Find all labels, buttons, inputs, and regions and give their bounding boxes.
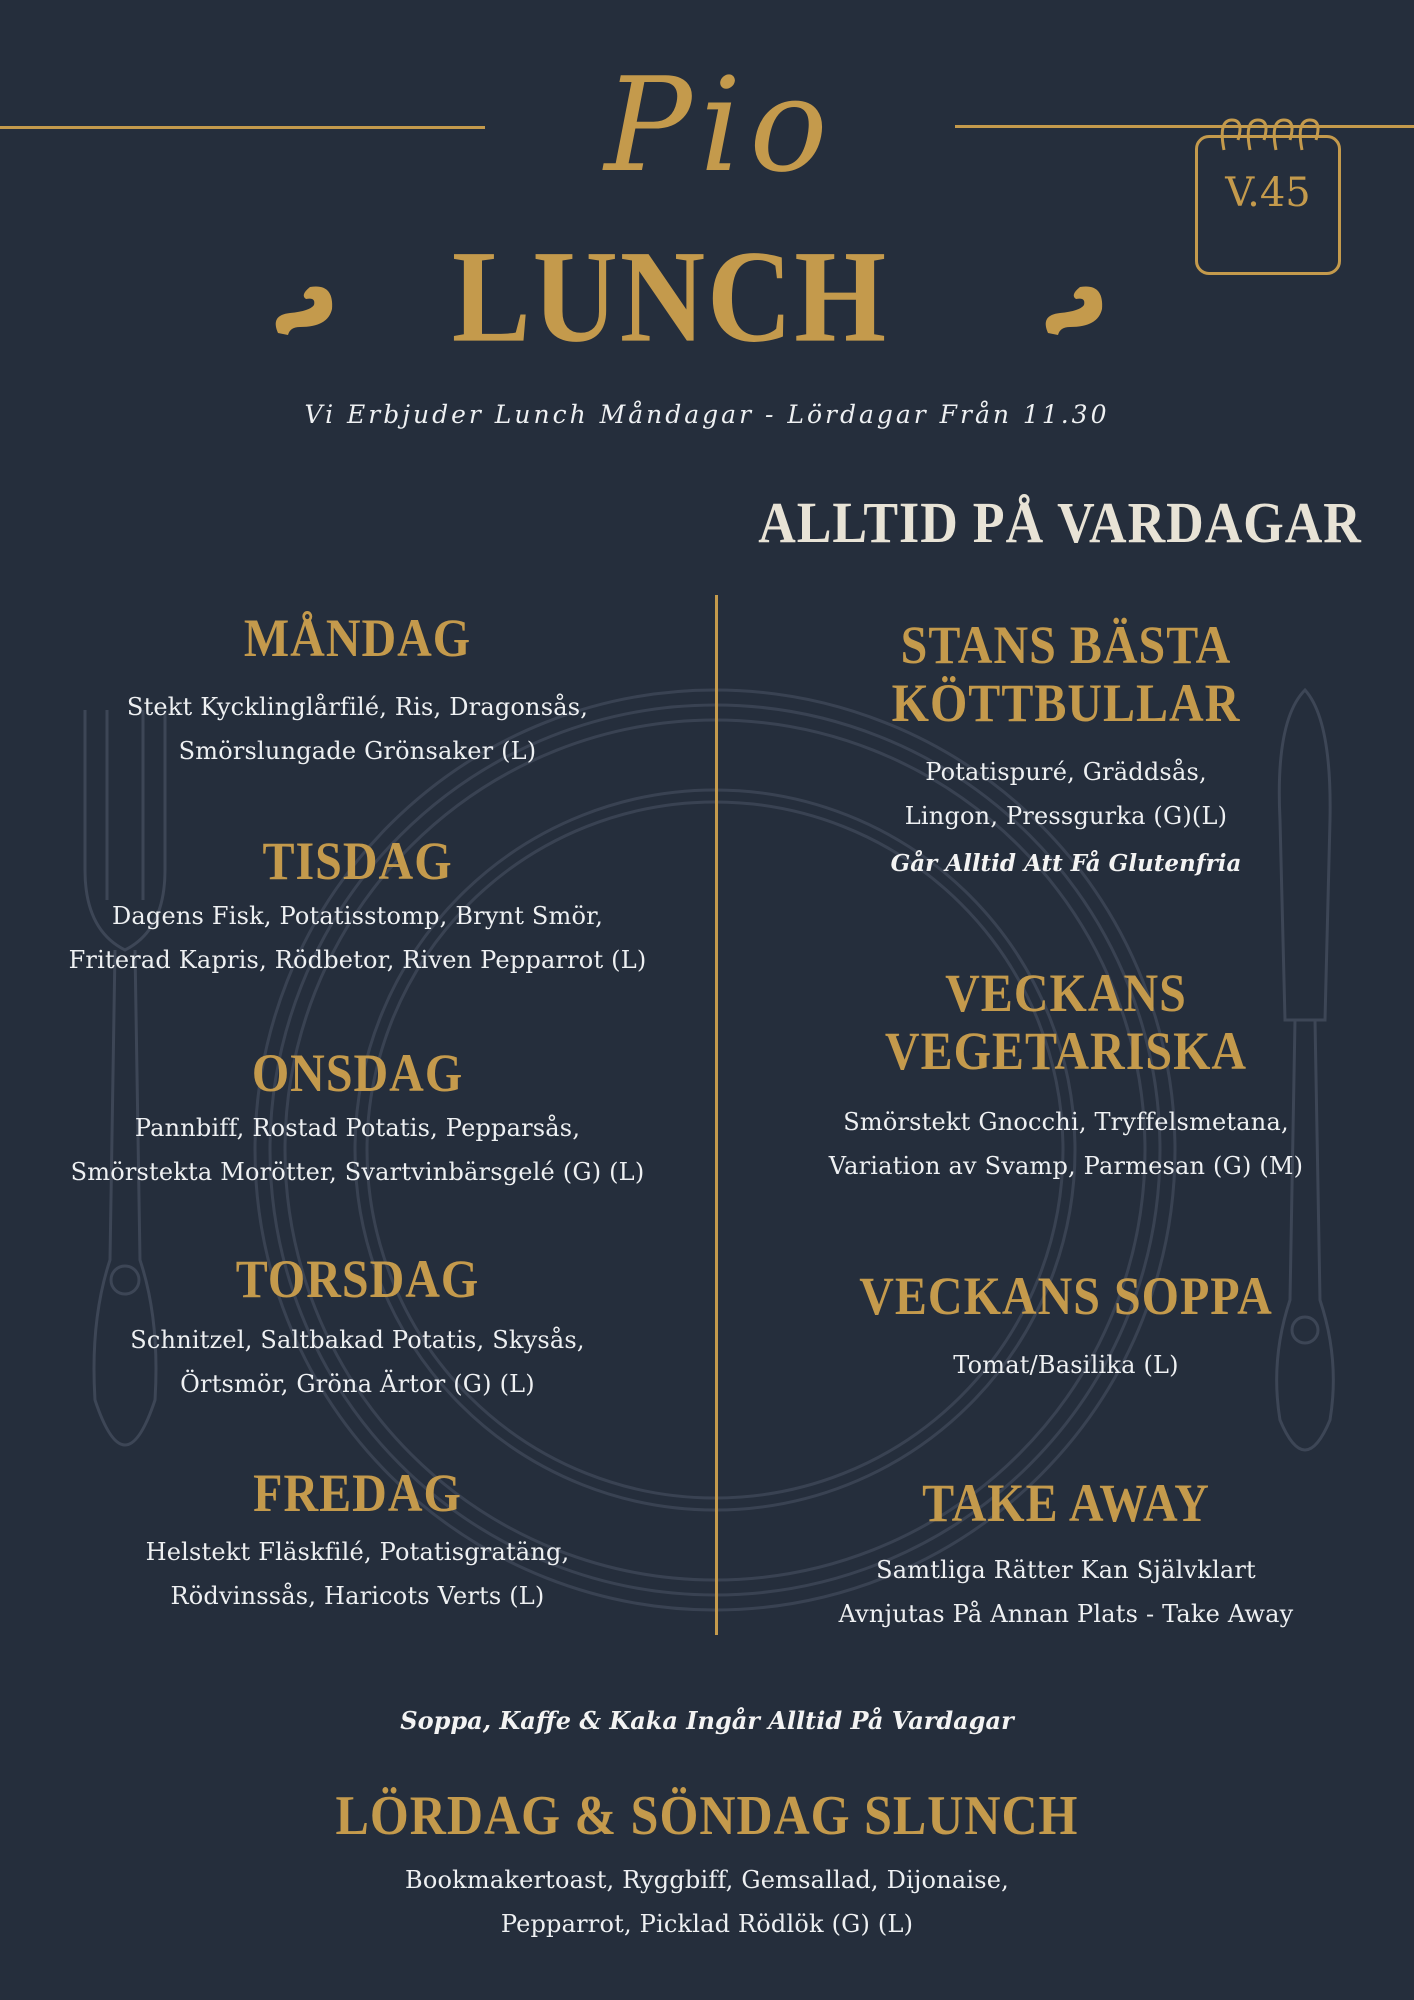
calendar-rings-icon	[1214, 110, 1324, 158]
header-rule-left	[0, 126, 485, 129]
week-calendar-badge	[1195, 135, 1341, 275]
item-take-away: TAKE AWAY Samtliga Rätter Kan Självklart Avnjutas På Annan Plats - Take Away	[838, 1473, 1294, 1628]
item-soup: VECKANS SOPPA Tomat/Basilika (L)	[859, 1266, 1273, 1379]
header-rule-right	[955, 125, 1414, 128]
day-thursday: TORSDAG Schnitzel, Saltbakad Potatis, Skysås, Örtsmör, Gröna Ärtor (G) (L)	[130, 1249, 585, 1398]
gluten-free-note: Går Alltid Att Få Glutenfria	[890, 850, 1242, 877]
item-vegetarian: VECKANS VEGETARISKA Smörstekt Gnocchi, Tryffelsmetana, Variation av Svamp, Parmesan (G) (M)	[828, 963, 1304, 1180]
weekend-section: LÖRDAG & SÖNDAG SLUNCH Bookmakertoast, Ryggbiff, Gemsallad, Dijonaise, Pepparrot, Picklad Rödlök (G) (L)	[335, 1783, 1079, 1938]
always-weekdays-heading: ALLTID PÅ VARDAGAR	[758, 491, 1362, 556]
opening-hours-subtitle: Vi Erbjuder Lunch Måndagar - Lördagar Från 11.30	[304, 400, 1110, 429]
lunch-title: LUNCH	[451, 223, 889, 370]
flourish-right-icon	[1040, 275, 1110, 345]
flourish-left-icon	[270, 275, 340, 345]
logo-text: Pio	[604, 49, 836, 201]
logo	[500, 40, 940, 210]
included-note: Soppa, Kaffe & Kaka Ingår Alltid På Vardagar	[400, 1706, 1014, 1735]
item-meatballs: STANS BÄSTA KÖTTBULLAR Potatispuré, Gräddsås, Lingon, Pressgurka (G)(L) Går Alltid Att Få Glutenfria	[718, 622, 1414, 877]
day-tuesday: TISDAG Dagens Fisk, Potatisstomp, Brynt Smör, Friterad Kapris, Rödbetor, Riven Pepparrot (L)	[68, 831, 647, 974]
week-number: V.45	[1225, 170, 1311, 216]
day-wednesday: ONSDAG Pannbiff, Rostad Potatis, Pepparsås, Smörstekta Morötter, Svartvinbärsgelé (G) (L)	[70, 1043, 645, 1186]
day-monday: MÅNDAG Stekt Kycklinglårfilé, Ris, Dragonsås, Smörslungade Grönsaker (L)	[126, 608, 589, 765]
day-friday: FREDAG Helstekt Fläskfilé, Potatisgratäng, Rödvinssås, Haricots Verts (L)	[145, 1463, 570, 1610]
